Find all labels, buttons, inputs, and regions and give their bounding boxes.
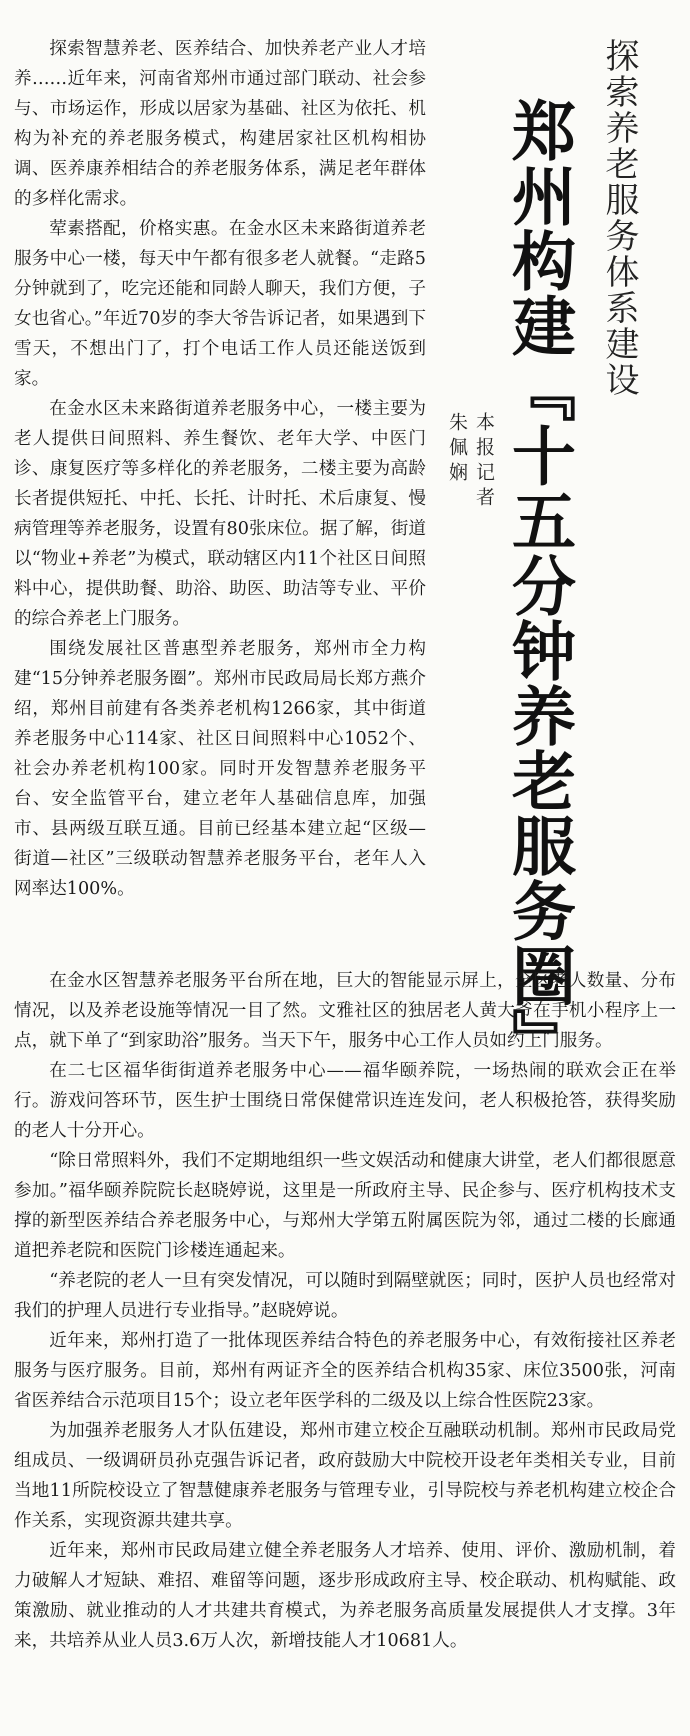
paragraph: 在二七区福华街街道养老服务中心——福华颐养院，一场热闹的联欢会正在举行。游戏问答环节，医生护士围绕日常保健常识连连发问，老人积极抢答，获得奖励的老人十分开心。 [14,1061,676,1141]
paragraph: 近年来，郑州市民政局建立健全养老服务人才培养、使用、评价、激励机制，着力破解人才短缺、难招、难留等问题，逐步形成政府主导、校企联动、机构赋能、政策激励、就业推动的人才共建共育模式，为养老服务高质量发展提供人才支撑。3年来，共培养从业人员3.6万人次，新增技能人才10681人。 [14,1541,676,1651]
paragraph: 在金水区未来路街道养老服务中心，一楼主要为老人提供日间照料、养生餐饮、老年大学、中医门诊、康复医疗等多样化的养老服务，二楼主要为高龄长者提供短托、中托、长托、计时托、术后康复、慢病管理等养老服务，设置有80张床位。据了解，街道以“物业+养老”为模式，联动辖区内11个社区日间照料中心，提供助餐、助浴、助医、助洁等专业、平价的综合养老上门服务。 [14,399,426,629]
paragraph: 荤素搭配，价格实惠。在金水区未来路街道养老服务中心一楼，每天中午都有很多老人就餐。“走路5分钟就到了，吃完还能和同龄人聊天，我们方便，子女也省心。”年近70岁的李大爷告诉记者，如果遇到下雪天，不想出门了，打个电话工作人员还能送饭到家。 [14,219,426,389]
article-subtitle: 探索养老服务体系建设 [599,38,639,398]
paragraph: “养老院的老人一旦有突发情况，可以随时到隔壁就医；同时，医护人员也经常对我们的护理人员进行专业指导。”赵晓婷说。 [14,1271,676,1321]
paragraph: 探索智慧养老、医养结合、加快养老产业人才培养……近年来，河南省郑州市通过部门联动、社会参与、市场运作，形成以居家为基础、社区为依托、机构为补充的养老服务模式，构建居家社区机构相协调、医养康养相结合的养老服务体系，满足老年群体的多样化需求。 [14,39,426,209]
article-column-body [14,34,426,904]
article-full-body [14,966,676,1656]
paragraph: 近年来，郑州打造了一批体现医养结合特色的养老服务中心，有效衔接社区养老服务与医疗服务。目前，郑州有两证齐全的医养结合机构35家、床位3500张，河南省医养结合示范项目15个；设立老年医学科的二级及以上综合性医院23家。 [14,1331,676,1411]
paragraph: 在金水区智慧养老服务平台所在地，巨大的智能显示屏上，全区老人数量、分布情况，以及养老设施等情况一目了然。文雅社区的独居老人黄大爷在手机小程序上一点，就下单了“到家助浴”服务。当天下午，服务中心工作人员如约上门服务。 [14,971,676,1051]
byline [444,412,498,512]
article-title: 郑州构建『十五分钟养老服务圈』 [501,98,575,1073]
paragraph: 为加强养老服务人才队伍建设，郑州市建立校企互融联动机制。郑州市民政局党组成员、一级调研员孙克强告诉记者，政府鼓励大中院校开设老年类相关专业，目前当地11所院校设立了智慧健康养老服务与管理专业，引导院校与养老机构建立校企合作关系，实现资源共建共享。 [14,1421,676,1531]
paragraph: 围绕发展社区普惠型养老服务，郑州市全力构建“15分钟养老服务圈”。郑州市民政局局长郑方燕介绍，郑州目前建有各类养老机构1266家，其中街道养老服务中心114家、社区日间照料中心1052个、社会办养老机构100家。同时开发智慧养老服务平台、安全监管平台，建立老年人基础信息库，加强市、县两级互联互通。目前已经基本建立起“区级—街道—社区”三级联动智慧养老服务平台，老年人入网率达100%。 [14,639,426,899]
byline-name: 朱佩娴 [446,412,468,487]
paragraph: “除日常照料外，我们不定期地组织一些文娱活动和健康大讲堂，老人们都很愿意参加。”福华颐养院院长赵晓婷说，这里是一所政府主导、民企参与、医疗机构技术支撑的新型医养结合养老服务中心，与郑州大学第五附属医院为邻，通过二楼的长廊通道把养老院和医院门诊楼连通起来。 [14,1151,676,1261]
byline-role: 本报记者 [473,412,495,512]
